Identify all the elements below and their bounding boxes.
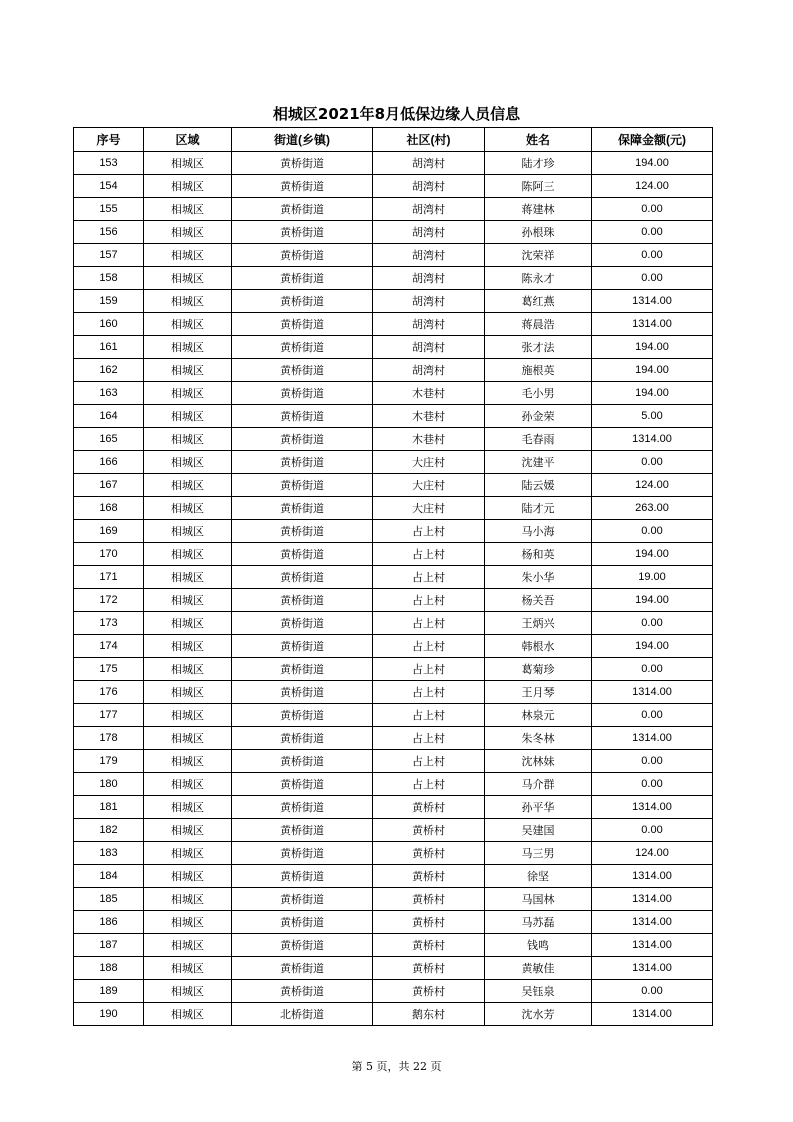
- cell-amount: 0.00: [592, 451, 713, 474]
- table-row: [74, 980, 713, 1003]
- cell-region: 相城区: [144, 980, 232, 1003]
- cell-amount: 1314.00: [592, 1003, 713, 1026]
- table-row: [74, 405, 713, 428]
- cell-community: 占上村: [373, 773, 485, 796]
- cell-region: 相城区: [144, 727, 232, 750]
- cell-amount: 194.00: [592, 382, 713, 405]
- cell-street: 黄桥街道: [232, 773, 373, 796]
- cell-amount: 0.00: [592, 819, 713, 842]
- cell-index: 166: [74, 451, 144, 474]
- cell-street: 黄桥街道: [232, 290, 373, 313]
- cell-street: 黄桥街道: [232, 980, 373, 1003]
- cell-amount: 1314.00: [592, 727, 713, 750]
- cell-name: 蒋晨浩: [485, 313, 592, 336]
- cell-community: 黄桥村: [373, 957, 485, 980]
- cell-index: 170: [74, 543, 144, 566]
- cell-amount: 194.00: [592, 635, 713, 658]
- cell-community: 大庄村: [373, 474, 485, 497]
- cell-amount: 0.00: [592, 773, 713, 796]
- cell-street: 黄桥街道: [232, 428, 373, 451]
- cell-name: 毛小男: [485, 382, 592, 405]
- table-row: [74, 681, 713, 704]
- cell-region: 相城区: [144, 957, 232, 980]
- cell-amount: 1314.00: [592, 313, 713, 336]
- cell-amount: 124.00: [592, 175, 713, 198]
- cell-index: 159: [74, 290, 144, 313]
- cell-street: 黄桥街道: [232, 267, 373, 290]
- cell-region: 相城区: [144, 934, 232, 957]
- cell-index: 174: [74, 635, 144, 658]
- table-row: [74, 474, 713, 497]
- cell-region: 相城区: [144, 198, 232, 221]
- cell-name: 孙金荣: [485, 405, 592, 428]
- cell-index: 177: [74, 704, 144, 727]
- cell-community: 胡湾村: [373, 175, 485, 198]
- cell-community: 胡湾村: [373, 313, 485, 336]
- table-row: [74, 451, 713, 474]
- cell-community: 占上村: [373, 566, 485, 589]
- cell-community: 胡湾村: [373, 359, 485, 382]
- cell-index: 176: [74, 681, 144, 704]
- cell-street: 黄桥街道: [232, 198, 373, 221]
- cell-amount: 0.00: [592, 704, 713, 727]
- cell-name: 陈永才: [485, 267, 592, 290]
- table-row: [74, 428, 713, 451]
- header-community: 社区(村): [373, 128, 485, 152]
- cell-community: 胡湾村: [373, 221, 485, 244]
- cell-street: 黄桥街道: [232, 359, 373, 382]
- cell-index: 183: [74, 842, 144, 865]
- cell-street: 黄桥街道: [232, 704, 373, 727]
- cell-region: 相城区: [144, 704, 232, 727]
- cell-community: 占上村: [373, 658, 485, 681]
- cell-region: 相城区: [144, 543, 232, 566]
- cell-region: 相城区: [144, 566, 232, 589]
- cell-community: 胡湾村: [373, 267, 485, 290]
- cell-index: 153: [74, 152, 144, 175]
- cell-community: 占上村: [373, 681, 485, 704]
- cell-index: 190: [74, 1003, 144, 1026]
- cell-index: 189: [74, 980, 144, 1003]
- cell-region: 相城区: [144, 520, 232, 543]
- cell-street: 黄桥街道: [232, 221, 373, 244]
- cell-name: 陈阿三: [485, 175, 592, 198]
- cell-name: 葛红燕: [485, 290, 592, 313]
- cell-community: 胡湾村: [373, 152, 485, 175]
- cell-name: 孙根珠: [485, 221, 592, 244]
- cell-index: 182: [74, 819, 144, 842]
- cell-street: 黄桥街道: [232, 474, 373, 497]
- data-table: [73, 127, 713, 1026]
- cell-community: 木巷村: [373, 428, 485, 451]
- table-row: [74, 957, 713, 980]
- cell-name: 沈建平: [485, 451, 592, 474]
- cell-community: 黄桥村: [373, 911, 485, 934]
- table-row: [74, 865, 713, 888]
- cell-amount: 0.00: [592, 520, 713, 543]
- cell-index: 154: [74, 175, 144, 198]
- cell-index: 184: [74, 865, 144, 888]
- cell-name: 马三男: [485, 842, 592, 865]
- table-row: [74, 635, 713, 658]
- cell-amount: 19.00: [592, 566, 713, 589]
- cell-region: 相城区: [144, 221, 232, 244]
- cell-name: 马苏磊: [485, 911, 592, 934]
- cell-name: 陆才元: [485, 497, 592, 520]
- cell-street: 黄桥街道: [232, 819, 373, 842]
- cell-street: 黄桥街道: [232, 152, 373, 175]
- cell-community: 胡湾村: [373, 336, 485, 359]
- cell-name: 马国林: [485, 888, 592, 911]
- cell-region: 相城区: [144, 773, 232, 796]
- cell-region: 相城区: [144, 911, 232, 934]
- cell-index: 160: [74, 313, 144, 336]
- cell-street: 黄桥街道: [232, 934, 373, 957]
- cell-region: 相城区: [144, 589, 232, 612]
- cell-amount: 0.00: [592, 750, 713, 773]
- table-row: [74, 221, 713, 244]
- cell-region: 相城区: [144, 267, 232, 290]
- cell-name: 杨和英: [485, 543, 592, 566]
- document-title: 相城区2021年8月低保边缘人员信息: [272, 105, 521, 123]
- header-region: 区域: [144, 128, 232, 152]
- cell-community: 黄桥村: [373, 842, 485, 865]
- cell-street: 黄桥街道: [232, 497, 373, 520]
- cell-name: 葛菊珍: [485, 658, 592, 681]
- cell-region: 相城区: [144, 819, 232, 842]
- cell-amount: 1314.00: [592, 934, 713, 957]
- cell-amount: 194.00: [592, 359, 713, 382]
- cell-region: 相城区: [144, 290, 232, 313]
- cell-street: 黄桥街道: [232, 796, 373, 819]
- cell-amount: 0.00: [592, 198, 713, 221]
- cell-street: 黄桥街道: [232, 865, 373, 888]
- table-row: [74, 727, 713, 750]
- cell-community: 黄桥村: [373, 980, 485, 1003]
- cell-community: 占上村: [373, 612, 485, 635]
- cell-index: 175: [74, 658, 144, 681]
- cell-index: 164: [74, 405, 144, 428]
- header-amount: 保障金额(元): [592, 128, 713, 152]
- cell-street: 黄桥街道: [232, 175, 373, 198]
- cell-amount: 1314.00: [592, 888, 713, 911]
- cell-index: 161: [74, 336, 144, 359]
- cell-street: 黄桥街道: [232, 888, 373, 911]
- table-row: [74, 566, 713, 589]
- cell-amount: 263.00: [592, 497, 713, 520]
- table-row: [74, 382, 713, 405]
- table-body: [74, 152, 713, 1026]
- cell-street: 黄桥街道: [232, 543, 373, 566]
- cell-name: 沈荣祥: [485, 244, 592, 267]
- cell-index: 165: [74, 428, 144, 451]
- cell-amount: 194.00: [592, 589, 713, 612]
- cell-region: 相城区: [144, 750, 232, 773]
- cell-index: 169: [74, 520, 144, 543]
- cell-street: 黄桥街道: [232, 244, 373, 267]
- cell-name: 张才法: [485, 336, 592, 359]
- cell-name: 王炳兴: [485, 612, 592, 635]
- cell-region: 相城区: [144, 244, 232, 267]
- cell-index: 171: [74, 566, 144, 589]
- cell-amount: 0.00: [592, 267, 713, 290]
- cell-community: 黄桥村: [373, 865, 485, 888]
- cell-community: 胡湾村: [373, 244, 485, 267]
- table-row: [74, 198, 713, 221]
- cell-street: 黄桥街道: [232, 382, 373, 405]
- table-row: [74, 819, 713, 842]
- cell-amount: 0.00: [592, 221, 713, 244]
- cell-amount: 5.00: [592, 405, 713, 428]
- cell-region: 相城区: [144, 497, 232, 520]
- cell-region: 相城区: [144, 796, 232, 819]
- cell-street: 黄桥街道: [232, 681, 373, 704]
- cell-community: 占上村: [373, 520, 485, 543]
- cell-amount: 1314.00: [592, 911, 713, 934]
- cell-amount: 194.00: [592, 152, 713, 175]
- cell-index: 163: [74, 382, 144, 405]
- cell-name: 孙平华: [485, 796, 592, 819]
- cell-street: 黄桥街道: [232, 589, 373, 612]
- cell-name: 朱小华: [485, 566, 592, 589]
- cell-street: 黄桥街道: [232, 336, 373, 359]
- cell-street: 黄桥街道: [232, 566, 373, 589]
- cell-region: 相城区: [144, 175, 232, 198]
- table-row: [74, 934, 713, 957]
- cell-community: 黄桥村: [373, 819, 485, 842]
- cell-street: 黄桥街道: [232, 313, 373, 336]
- cell-region: 相城区: [144, 612, 232, 635]
- cell-name: 马介群: [485, 773, 592, 796]
- table-row: [74, 520, 713, 543]
- cell-name: 吴钰泉: [485, 980, 592, 1003]
- cell-amount: 0.00: [592, 658, 713, 681]
- cell-region: 相城区: [144, 681, 232, 704]
- cell-community: 胡湾村: [373, 198, 485, 221]
- cell-index: 178: [74, 727, 144, 750]
- table-row: [74, 911, 713, 934]
- cell-name: 毛春雨: [485, 428, 592, 451]
- cell-index: 188: [74, 957, 144, 980]
- cell-region: 相城区: [144, 474, 232, 497]
- cell-amount: 194.00: [592, 336, 713, 359]
- cell-community: 占上村: [373, 635, 485, 658]
- cell-region: 相城区: [144, 635, 232, 658]
- table-row: [74, 796, 713, 819]
- header-street: 街道(乡镇): [232, 128, 373, 152]
- cell-name: 钱鸣: [485, 934, 592, 957]
- cell-street: 黄桥街道: [232, 405, 373, 428]
- cell-community: 大庄村: [373, 451, 485, 474]
- cell-region: 相城区: [144, 336, 232, 359]
- table-row: [74, 773, 713, 796]
- table-row: [74, 1003, 713, 1026]
- cell-name: 王月琴: [485, 681, 592, 704]
- cell-amount: 1314.00: [592, 796, 713, 819]
- cell-community: 占上村: [373, 750, 485, 773]
- cell-name: 沈水芳: [485, 1003, 592, 1026]
- cell-name: 黄敏佳: [485, 957, 592, 980]
- cell-community: 胡湾村: [373, 290, 485, 313]
- cell-amount: 1314.00: [592, 290, 713, 313]
- table-row: [74, 658, 713, 681]
- cell-street: 黄桥街道: [232, 612, 373, 635]
- cell-index: 155: [74, 198, 144, 221]
- cell-community: 木巷村: [373, 405, 485, 428]
- cell-street: 黄桥街道: [232, 520, 373, 543]
- cell-index: 185: [74, 888, 144, 911]
- cell-street: 黄桥街道: [232, 911, 373, 934]
- cell-region: 相城区: [144, 1003, 232, 1026]
- cell-region: 相城区: [144, 152, 232, 175]
- header-index: 序号: [74, 128, 144, 152]
- cell-name: 沈林妹: [485, 750, 592, 773]
- table-row: [74, 704, 713, 727]
- table-row: [74, 152, 713, 175]
- cell-community: 占上村: [373, 543, 485, 566]
- cell-amount: 0.00: [592, 612, 713, 635]
- cell-region: 相城区: [144, 451, 232, 474]
- table-row: [74, 267, 713, 290]
- table-row: [74, 842, 713, 865]
- table-row: [74, 750, 713, 773]
- table-row: [74, 290, 713, 313]
- cell-region: 相城区: [144, 658, 232, 681]
- cell-amount: 1314.00: [592, 428, 713, 451]
- cell-street: 北桥街道: [232, 1003, 373, 1026]
- cell-amount: 1314.00: [592, 957, 713, 980]
- cell-name: 林泉元: [485, 704, 592, 727]
- cell-name: 杨关吾: [485, 589, 592, 612]
- cell-amount: 1314.00: [592, 865, 713, 888]
- cell-region: 相城区: [144, 865, 232, 888]
- cell-street: 黄桥街道: [232, 957, 373, 980]
- cell-index: 181: [74, 796, 144, 819]
- cell-amount: 124.00: [592, 842, 713, 865]
- cell-name: 陆才珍: [485, 152, 592, 175]
- cell-index: 173: [74, 612, 144, 635]
- cell-amount: 1314.00: [592, 681, 713, 704]
- page-footer: 第 5 页，共 22 页: [351, 1060, 442, 1073]
- cell-region: 相城区: [144, 888, 232, 911]
- cell-community: 大庄村: [373, 497, 485, 520]
- table-row: [74, 589, 713, 612]
- cell-name: 施根英: [485, 359, 592, 382]
- cell-region: 相城区: [144, 359, 232, 382]
- cell-street: 黄桥街道: [232, 750, 373, 773]
- cell-name: 朱冬林: [485, 727, 592, 750]
- cell-community: 黄桥村: [373, 796, 485, 819]
- cell-community: 占上村: [373, 589, 485, 612]
- header-name: 姓名: [485, 128, 592, 152]
- cell-community: 黄桥村: [373, 934, 485, 957]
- cell-region: 相城区: [144, 842, 232, 865]
- cell-name: 徐坚: [485, 865, 592, 888]
- cell-name: 蒋建林: [485, 198, 592, 221]
- cell-name: 吴建国: [485, 819, 592, 842]
- cell-region: 相城区: [144, 313, 232, 336]
- cell-index: 180: [74, 773, 144, 796]
- cell-index: 167: [74, 474, 144, 497]
- cell-region: 相城区: [144, 382, 232, 405]
- cell-index: 158: [74, 267, 144, 290]
- cell-index: 187: [74, 934, 144, 957]
- cell-community: 木巷村: [373, 382, 485, 405]
- table-row: [74, 244, 713, 267]
- cell-street: 黄桥街道: [232, 635, 373, 658]
- cell-region: 相城区: [144, 405, 232, 428]
- cell-name: 陆云媛: [485, 474, 592, 497]
- table-row: [74, 543, 713, 566]
- table-row: [74, 497, 713, 520]
- cell-community: 鹅东村: [373, 1003, 485, 1026]
- cell-name: 韩根水: [485, 635, 592, 658]
- table-row: [74, 313, 713, 336]
- cell-index: 168: [74, 497, 144, 520]
- cell-name: 马小海: [485, 520, 592, 543]
- table-row: [74, 175, 713, 198]
- table-row: [74, 359, 713, 382]
- cell-street: 黄桥街道: [232, 658, 373, 681]
- cell-community: 黄桥村: [373, 888, 485, 911]
- cell-region: 相城区: [144, 428, 232, 451]
- cell-community: 占上村: [373, 704, 485, 727]
- cell-amount: 124.00: [592, 474, 713, 497]
- cell-index: 186: [74, 911, 144, 934]
- cell-street: 黄桥街道: [232, 842, 373, 865]
- cell-street: 黄桥街道: [232, 727, 373, 750]
- cell-community: 占上村: [373, 727, 485, 750]
- cell-amount: 194.00: [592, 543, 713, 566]
- cell-amount: 0.00: [592, 244, 713, 267]
- cell-index: 179: [74, 750, 144, 773]
- table-header-row: [74, 128, 713, 152]
- table-row: [74, 612, 713, 635]
- cell-index: 172: [74, 589, 144, 612]
- table-row: [74, 336, 713, 359]
- cell-amount: 0.00: [592, 980, 713, 1003]
- cell-index: 162: [74, 359, 144, 382]
- cell-index: 156: [74, 221, 144, 244]
- cell-index: 157: [74, 244, 144, 267]
- cell-street: 黄桥街道: [232, 451, 373, 474]
- table-row: [74, 888, 713, 911]
